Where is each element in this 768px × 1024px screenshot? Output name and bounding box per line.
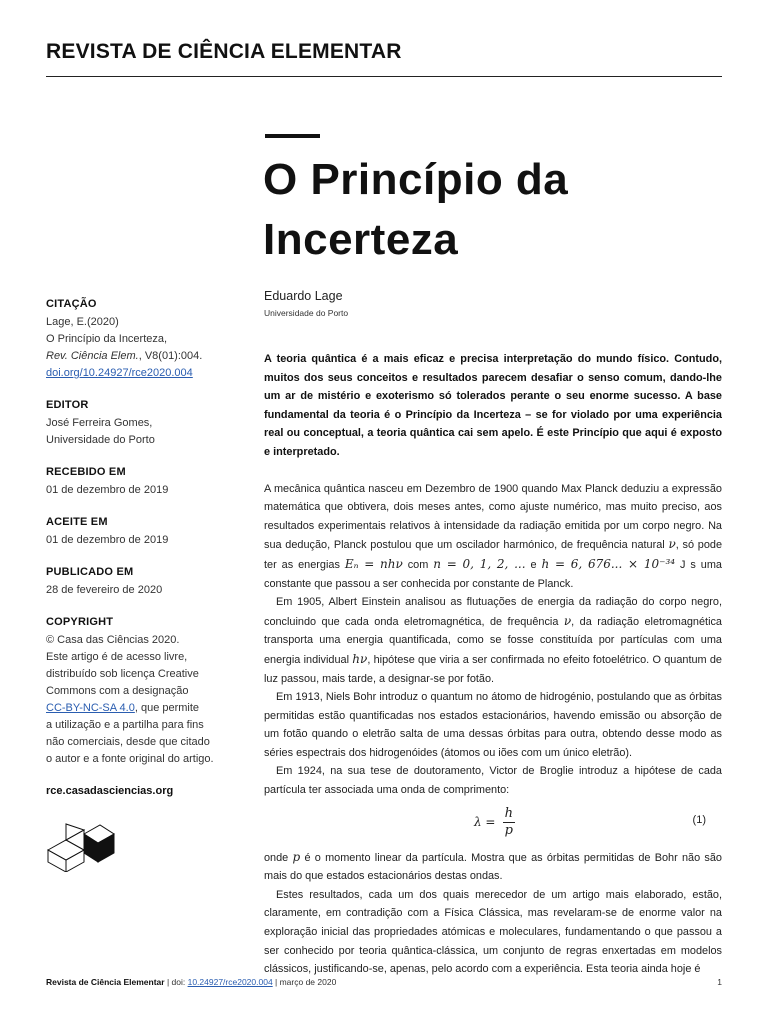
license-text-4: , que permite — [134, 702, 200, 714]
text-span: , hipótese que viria a ser confirmada no efeito fotoelétrico. O quantum de luz passou, mais tarde, a designar-se por fotão. — [264, 653, 722, 685]
paragraph-momentum — [264, 848, 722, 886]
paragraph-planck — [264, 480, 722, 594]
received-heading: RECEBIDO EM — [46, 466, 126, 478]
citation-journal-line — [46, 348, 226, 365]
equation-denominator: p — [504, 822, 513, 838]
math-planck-constant: h = 6, 676... × 10⁻³⁴ — [541, 556, 676, 571]
text-span: e — [525, 558, 542, 571]
license-text-2: distribuído sob licença Creative — [46, 668, 199, 680]
editor-heading: EDITOR — [46, 399, 89, 411]
website-link[interactable]: rce.casadasciencias.org — [46, 785, 174, 797]
license-text-1: Este artigo é de acesso livre, — [46, 651, 188, 663]
article-body — [264, 350, 722, 979]
paragraph-einstein — [264, 593, 722, 688]
license-link[interactable]: CC-BY-NC-SA 4.0 — [46, 702, 135, 714]
paragraph-de-broglie: Em 1924, na sua tese de doutoramento, Victor de Broglie introduz a hipótese de cada partícula ter associada uma onda de comprimento: — [264, 765, 722, 797]
math-energy-levels: Eₙ = nhν — [344, 556, 403, 571]
math-nu: ν — [563, 613, 572, 628]
text-span: onde — [264, 851, 293, 864]
math-nu: ν — [668, 537, 676, 552]
title-accent-dash — [265, 134, 320, 138]
text-span: A mecânica quântica nasceu em Dezembro de 1900 quando Max Planck deduziu a expressão matemática que obtivera, dois meses antes, como ajuste numérico, mas muito preciso, aos resultados experimentais relativos à intensidade da radiação emitida por um corpo negro. Na sua dedução, Planck postulou que um oscilador harmónico, de frequência natural — [264, 482, 722, 552]
citation-volume: , V8(01):004. — [138, 350, 203, 362]
received-date: 01 de dezembro de 2019 — [46, 484, 169, 496]
editor-block — [46, 397, 226, 449]
casa-das-ciencias-cube-logo — [46, 822, 116, 872]
page-footer — [46, 977, 722, 987]
license-text-6: não comerciais, desde que citado — [46, 736, 210, 748]
text-span: J s uma constante que passou a ser conhecida por constante de Planck. — [264, 558, 722, 590]
author-name: Eduardo Lage — [264, 289, 343, 303]
copyright-heading: COPYRIGHT — [46, 616, 114, 628]
abstract: A teoria quântica é a mais eficaz e precisa interpretação do mundo físico. Contudo, muitos dos seus conceitos e resultados parecem desafiar o senso comum, dando-lhe um ar de mistério e exoterismo só tolerados perante o seu enorme sucesso. A base fundamental da teoria é o Princípio da Incerteza – se for violado por uma experiência real ou conceptual, a teoria quântica cai sem apelo. É este Princípio que aqui é exposto e interpretado. — [264, 353, 722, 458]
article-title — [263, 150, 703, 270]
math-h-nu: hν — [352, 651, 368, 666]
accepted-heading: ACEITE EM — [46, 516, 108, 528]
equation-number: (1) — [692, 813, 706, 826]
article-metadata-sidebar — [46, 296, 226, 800]
article-title-line-2: Incerteza — [263, 215, 459, 264]
equation-fraction — [503, 806, 515, 839]
text-span: Em 1905, Albert Einstein analisou as flutuações de energia da radiação do corpo negro, concluindo que cada onda eletromagnética, de frequência — [264, 596, 722, 628]
accepted-block — [46, 514, 226, 549]
text-span: com — [402, 558, 434, 571]
copyright-line: © Casa das Ciências 2020. — [46, 634, 180, 646]
equation-de-broglie — [264, 802, 722, 848]
editor-institution: Universidade do Porto — [46, 434, 155, 446]
equation-body — [474, 806, 515, 839]
license-text-3: Commons com a designação — [46, 685, 189, 697]
published-heading: PUBLICADO EM — [46, 566, 134, 578]
footer-journal: Revista de Ciência Elementar — [46, 977, 165, 987]
citation-block — [46, 296, 226, 382]
footer-date: | março de 2020 — [272, 977, 337, 987]
copyright-block — [46, 614, 226, 768]
text-span: é o momento linear da partícula. Mostra que as órbitas permitidas de Bohr não são mais do que estados estacionários destas ondas. — [264, 851, 722, 883]
published-date: 28 de fevereiro de 2020 — [46, 584, 163, 596]
header-divider — [46, 76, 722, 77]
paragraph-bohr: Em 1913, Niels Bohr introduz o quantum no átomo de hidrogénio, postulando que as órbitas permitidas estão quantificadas nos estados estacionários, havendo emissão ou absorção de um fotão quando o eletrão salta de uma dessas órbitas para outra, obtendo desse modo as séries espectrais dos hidrogenóides (átomos ou iões com um único eletrão). — [264, 691, 722, 759]
text-span: , só pode ter as energias — [264, 539, 722, 571]
received-block — [46, 464, 226, 499]
text-span: , da radiação eletromagnética transporta uma energia quantificada, como se fosse constituída por partículas com uma energia individual — [264, 615, 722, 666]
license-text-5: a utilização e a partilha para fins — [46, 719, 204, 731]
footer-doi-link[interactable]: 10.24927/rce2020.004 — [187, 977, 273, 987]
equation-lhs: λ = — [474, 814, 496, 829]
citation-doi-link[interactable]: doi.org/10.24927/rce2020.004 — [46, 367, 193, 379]
article-title-line-1: O Princípio da — [263, 155, 569, 204]
footer-doi-prefix: | doi: — [164, 977, 188, 987]
math-p: p — [292, 849, 301, 864]
citation-journal-abbrev: Rev. Ciência Elem. — [46, 350, 139, 362]
author-affiliation: Universidade do Porto — [264, 308, 349, 318]
math-n-values: n = 0, 1, 2, ... — [433, 556, 526, 571]
paragraph-quantum-classical: Estes resultados, cada um dos quais merecedor de um artigo mais elaborado, estão, claramente, em contradição com a Física Clássica, mas revelaram-se de enorme valor na exploração inicial das propriedades atómicas e moleculares, fundamentando o que passou a ser conhecido por teoria quântica-clássica, um conjunto de regras enxertadas em modelos clássicos, justificando-se, apenas, pelo acordo com a experiência. Esta teoria ainda hoje é — [264, 888, 722, 976]
journal-title: REVISTA DE CIÊNCIA ELEMENTAR — [46, 40, 402, 63]
editor-name: José Ferreira Gomes, — [46, 417, 153, 429]
page-number: 1 — [717, 977, 722, 987]
accepted-date: 01 de dezembro de 2019 — [46, 534, 169, 546]
citation-article-title: O Princípio da Incerteza, — [46, 333, 168, 345]
license-text-7: o autor e a fonte original do artigo. — [46, 753, 214, 765]
citation-author-year: Lage, E.(2020) — [46, 316, 119, 328]
published-block — [46, 564, 226, 599]
equation-numerator: h — [504, 805, 513, 821]
citation-heading: CITAÇÃO — [46, 298, 97, 310]
